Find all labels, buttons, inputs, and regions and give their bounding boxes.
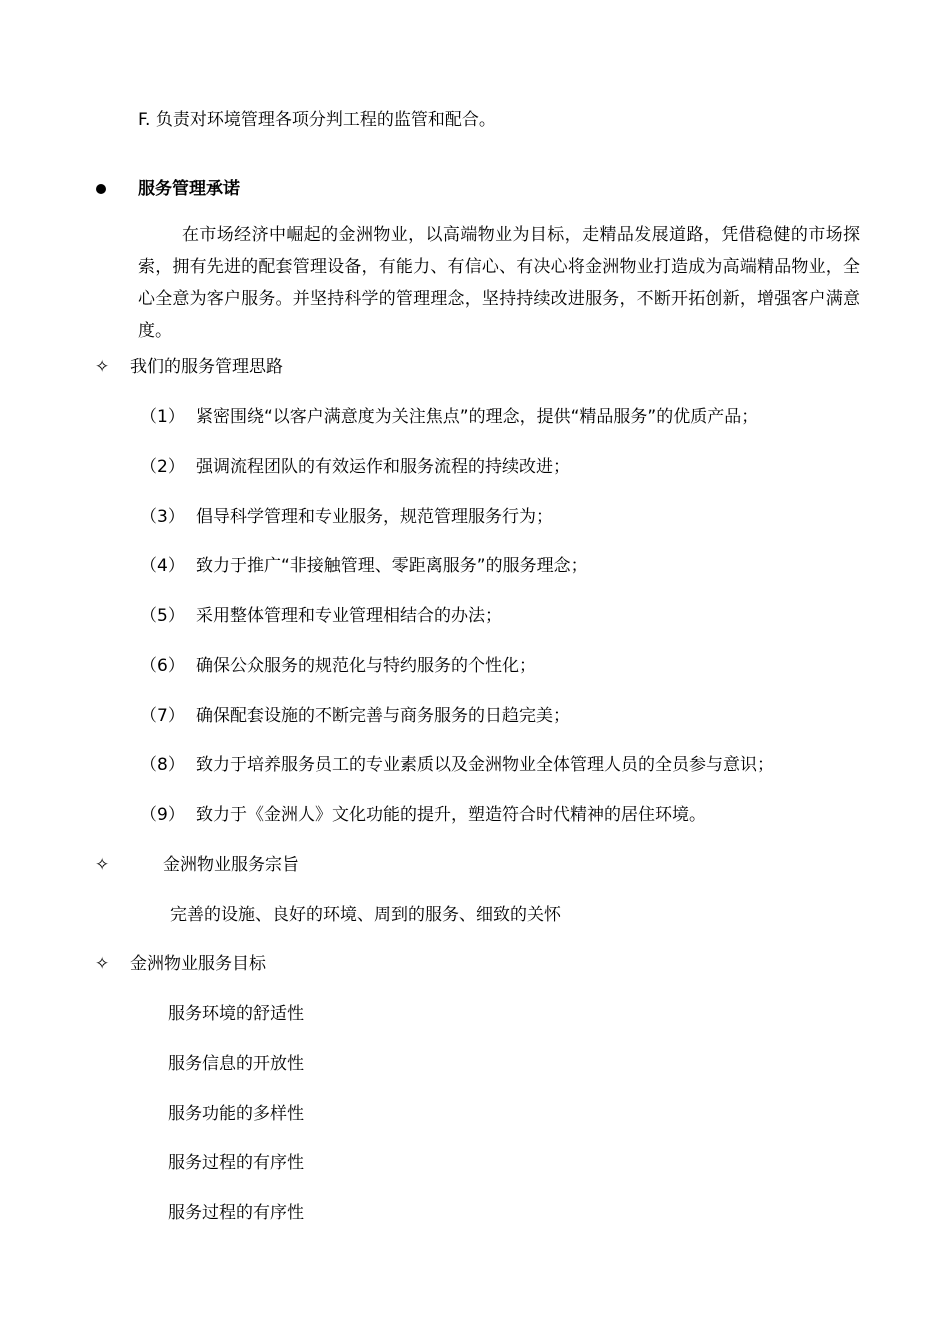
list-item: 强调流程团队的有效运作和服务流程的持续改进； [196,457,570,477]
list-item-number: （6） [140,656,185,676]
list-item-number: （4） [140,556,185,576]
list-item: 服务信息的开放性 [168,1054,304,1074]
section-heading: 服务管理承诺 [138,179,240,199]
diamond-bullet-icon: ✧ [95,954,110,974]
list-item-number: （8） [140,755,185,775]
diamond-bullet-icon: ✧ [95,855,110,875]
list-item: 确保配套设施的不断完善与商务服务的日趋完美； [196,706,570,726]
list-item: 紧密围绕“以客户满意度为关注焦点”的理念，提供“精品服务”的优质产品； [196,407,759,427]
list-item-number: （7） [140,706,185,726]
thinking-heading: 我们的服务管理思路 [130,357,283,377]
list-item: 服务环境的舒适性 [168,1004,304,1024]
diamond-bullet-icon: ✧ [95,357,110,377]
list-item-number: （2） [140,457,185,477]
list-item-number: （9） [140,805,185,825]
bullet-dot-icon [96,184,106,194]
list-item: 倡导科学管理和专业服务，规范管理服务行为； [196,507,553,527]
list-item: 致力于培养服务员工的专业素质以及金洲物业全体管理人员的全员参与意识； [196,755,774,775]
list-item: 致力于《金洲人》文化功能的提升，塑造符合时代精神的居住环境。 [196,805,706,825]
list-item: 致力于推广“非接触管理、零距离服务”的服务理念； [196,556,588,576]
list-item-number: （1） [140,407,185,427]
intro-line: F. 负责对环境管理各项分判工程的监管和配合。 [138,110,496,130]
section-paragraph: 在市场经济中崛起的金洲物业，以高端物业为目标，走精品发展道路，凭借稳健的市场探索，拥有先进的配套管理设备，有能力、有信心、有决心将金洲物业打造成为高端精品物业，全心全意为客户服务。并坚持科学的管理理念，坚持持续改进服务，不断开拓创新，增强客户满意度。 [138,225,860,341]
list-item: 采用整体管理和专业管理相结合的办法； [196,606,502,626]
purpose-text: 完善的设施、良好的环境、周到的服务、细致的关怀 [170,905,561,925]
list-item: 服务过程的有序性 [168,1203,304,1223]
list-item-number: （5） [140,606,185,626]
purpose-heading: 金洲物业服务宗旨 [163,855,299,875]
list-item: 服务过程的有序性 [168,1153,304,1173]
list-item: 确保公众服务的规范化与特约服务的个性化； [196,656,536,676]
list-item: 服务功能的多样性 [168,1104,304,1124]
goals-heading: 金洲物业服务目标 [130,954,266,974]
list-item-number: （3） [140,507,185,527]
